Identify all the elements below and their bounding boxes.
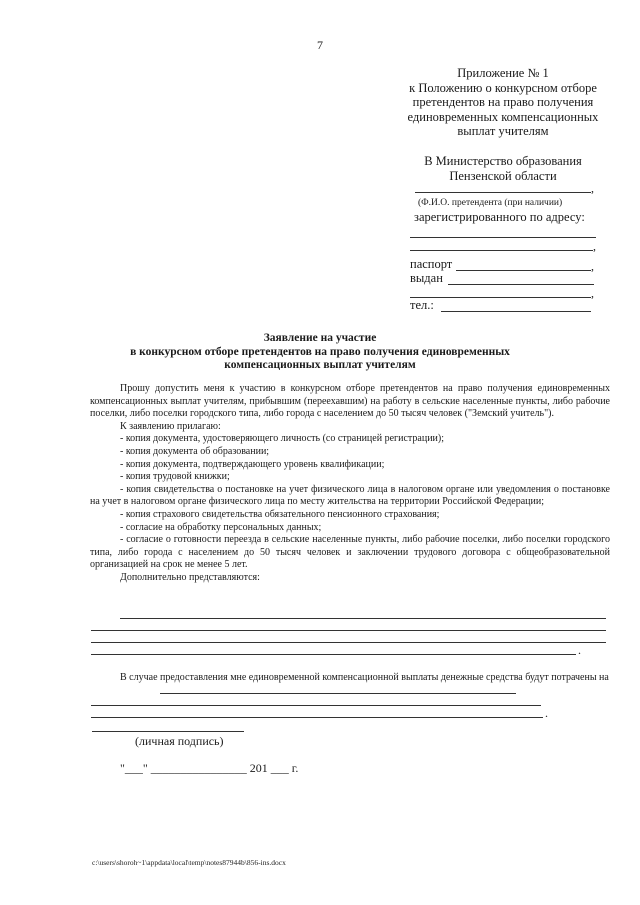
application-body [90,383,610,585]
additional-period: . [578,643,581,657]
date-year-blank[interactable]: ___ [270,761,289,775]
date-day[interactable]: "___" [120,761,148,775]
document-title [0,332,640,373]
additional-field-1[interactable] [120,618,606,619]
appendix-line: выплат учителям [457,124,549,139]
fio-field[interactable] [415,192,591,193]
signature-caption: (личная подпись) [135,734,224,748]
title-line: компенсационных выплат учителям [224,359,416,372]
address-field-1[interactable] [410,237,596,238]
issued-label: выдан [410,271,443,285]
appendix-line: Приложение № 1 [457,66,549,80]
date-year-suffix: г. [291,761,299,775]
attachment-item: - согласие на обработку персональных данных; [120,521,322,533]
appendix-line: претендентов на право получения [412,95,594,110]
date-line[interactable] [120,761,298,776]
attachment-item: - копия свидетельства о постановке на учет физического лица в налоговом органе или уведомления о постановке на учет в налоговом органе физического лица по месту жительства на территории Российской Федерации; [90,483,610,508]
date-year-prefix: 201 [249,761,268,775]
additional-field-3[interactable] [91,642,606,643]
additional-label: Дополнительно представляются: [120,571,260,583]
address-field-2[interactable] [410,250,593,251]
additional-field-2[interactable] [91,630,606,631]
payment-field-1[interactable] [160,693,516,694]
payment-intro: В случае предоставления мне единовременной компенсационной выплаты денежные средства будут потрачены на [120,672,609,683]
attach-heading: К заявлению прилагаю: [120,420,221,432]
attachment-item: - копия документа, удостоверяющего личность (со страницей регистрации); [120,433,444,445]
passport-field[interactable] [456,270,591,271]
attachment-item: - копия страхового свидетельства обязательного пенсионного страхования; [120,508,440,520]
title-line: в конкурсном отборе претендентов на право получения единовременных [130,345,510,358]
payment-field-2[interactable] [91,705,541,706]
issued-field-1[interactable] [448,284,594,285]
addressee-line: Пензенской области [449,168,557,183]
fio-comma: , [591,181,594,195]
attachment-item: - копия документа об образовании; [120,445,270,457]
date-month[interactable]: ________________ [150,761,247,775]
issued-field-2[interactable] [410,297,591,298]
fio-caption: (Ф.И.О. претендента (при наличии) [418,198,563,208]
payment-field-3[interactable] [91,717,543,718]
phone-field[interactable] [441,311,591,312]
title-line: Заявление на участие [263,332,377,344]
payment-paragraph [90,672,610,685]
appendix-header [388,66,618,139]
appendix-line: единовременных компенсационных [407,109,599,124]
attachment-item: - согласие о готовности переезда в сельские населенные пункты, либо рабочие поселки, либо поселки городского типа, либо города с населением до 50 тысяч человек и заключении трудового договора с общеобразовательной организацией на срок не менее 5 лет. [90,534,610,571]
passport-label: паспорт [410,257,453,271]
addressee-line: В Министерство образования [424,154,582,168]
issued-comma: , [591,286,594,300]
payment-period: . [545,706,548,720]
attachment-item: - копия документа, подтверждающего уровень квалификации; [120,458,385,470]
intro-paragraph: Прошу допустить меня к участию в конкурсном отборе претендентов на право получения единовременных компенсационных выплат учителям, прибывшим (переехавшим) на работу в сельские населенные пункты, либо рабочие поселки, либо поселки городского типа, либо города с населением до 50 тысяч человек ("Земский учитель"). [90,383,610,420]
footer-file-path: c:\users\shoroh~1\appdata\local\temp\notes87944b\856-ins.docx [92,858,286,867]
registered-label: зарегистрированного по адресу: [414,210,585,224]
passport-comma: , [591,259,594,273]
phone-label: тел.: [410,298,434,312]
page-number: 7 [317,38,323,52]
appendix-line: к Положению о конкурсном отборе [409,80,597,95]
signature-field[interactable] [92,731,244,732]
attachment-item: - копия трудовой книжки; [120,471,230,483]
address-comma: , [593,239,596,253]
additional-field-4[interactable] [91,654,576,655]
addressee-block [388,154,618,183]
